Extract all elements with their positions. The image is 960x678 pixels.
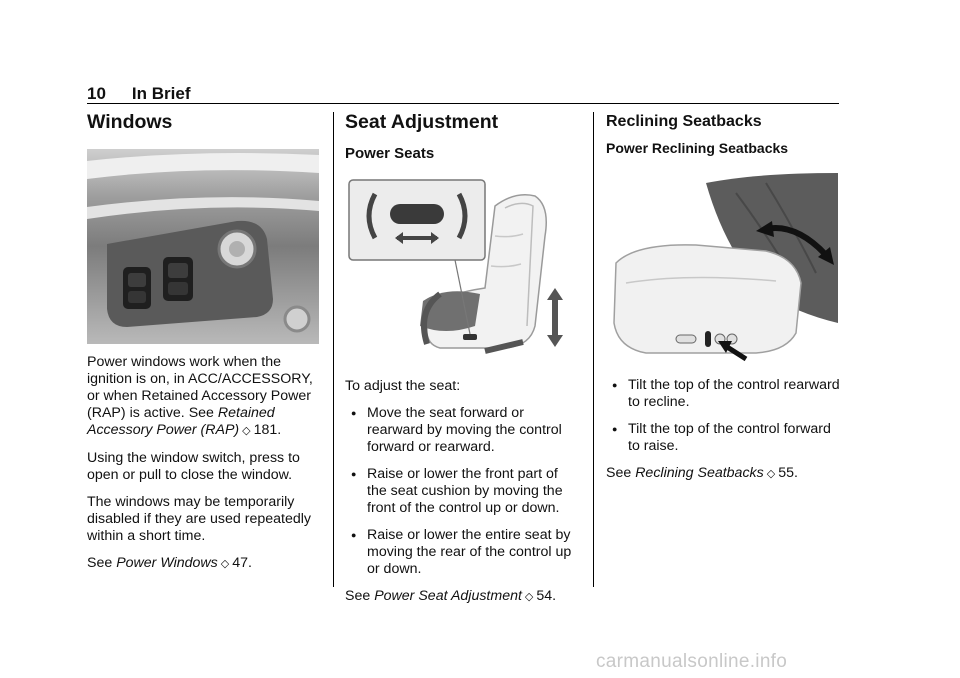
recline-control-switch — [705, 331, 711, 347]
windows-heading: Windows — [87, 111, 173, 133]
watermark: carmanualsonline.info — [596, 651, 788, 672]
window-switch-figure — [87, 149, 319, 344]
reclining-seat-figure — [606, 173, 838, 363]
seat-adjustment-column — [345, 110, 581, 616]
windows-column — [87, 110, 323, 583]
column-divider-1 — [333, 112, 334, 587]
page-header — [87, 84, 190, 104]
seat-intro: To adjust the seat: — [345, 378, 461, 394]
page-number: 10 — [87, 84, 106, 103]
reclining-heading: Reclining Seatbacks — [606, 113, 762, 130]
column-divider-2 — [593, 112, 594, 587]
seat-bullet-2: ● Raise or lower the front part of the seat cushion by moving the front of the control up or down. — [351, 466, 563, 516]
power-seats-subheading: Power Seats — [345, 145, 435, 162]
power-seat-figure — [345, 176, 577, 356]
reclining-column — [606, 110, 842, 493]
recline-bullet-2: ● Tilt the top of the control forward to raise. — [612, 421, 831, 454]
windows-see-ref: See Power Windows ◇ 47. — [87, 555, 252, 571]
recline-bullet-1: ● Tilt the top of the control rearward to recline. — [612, 377, 840, 410]
page-ref-icon: ◇ — [766, 468, 776, 480]
window-switch-1 — [123, 267, 151, 309]
page-ref-icon: ◇ — [524, 591, 534, 603]
seat-control-switch — [463, 334, 477, 340]
seat-see-ref: See Power Seat Adjustment ◇ 54. — [345, 588, 557, 604]
page-ref-icon: ◇ — [220, 558, 230, 570]
page-ref-icon: ◇ — [242, 425, 251, 437]
seat-adjustment-heading: Seat Adjustment — [345, 111, 499, 133]
windows-para-3: The windows may be temporarily disabled if they are used repeatedly within a short time. — [87, 494, 311, 544]
recline-see-ref: See Reclining Seatbacks ◇ 55. — [606, 465, 798, 481]
window-switch-2 — [163, 257, 193, 301]
lock-button — [285, 307, 309, 331]
windows-para-1: Power windows work when the ignition is on, in ACC/ACCESSORY, or when Retained Accessory Power (RAP) is active. See Retained Accessory Power (RAP) ◇ 181. — [87, 354, 313, 438]
seat-control-button — [390, 204, 444, 224]
seat-bullet-1: ● Move the seat forward or rearward by moving the control forward or rearward. — [351, 405, 562, 455]
header-rule — [87, 103, 839, 104]
seat-bullet-3: ● Raise or lower the entire seat by moving the rear of the control up or down. — [351, 527, 572, 577]
section-title: In Brief — [131, 84, 191, 103]
power-reclining-subheading: Power Reclining Seatbacks — [606, 140, 789, 156]
windows-para-2: Using the window switch, press to open or pull to close the window. — [87, 450, 300, 483]
